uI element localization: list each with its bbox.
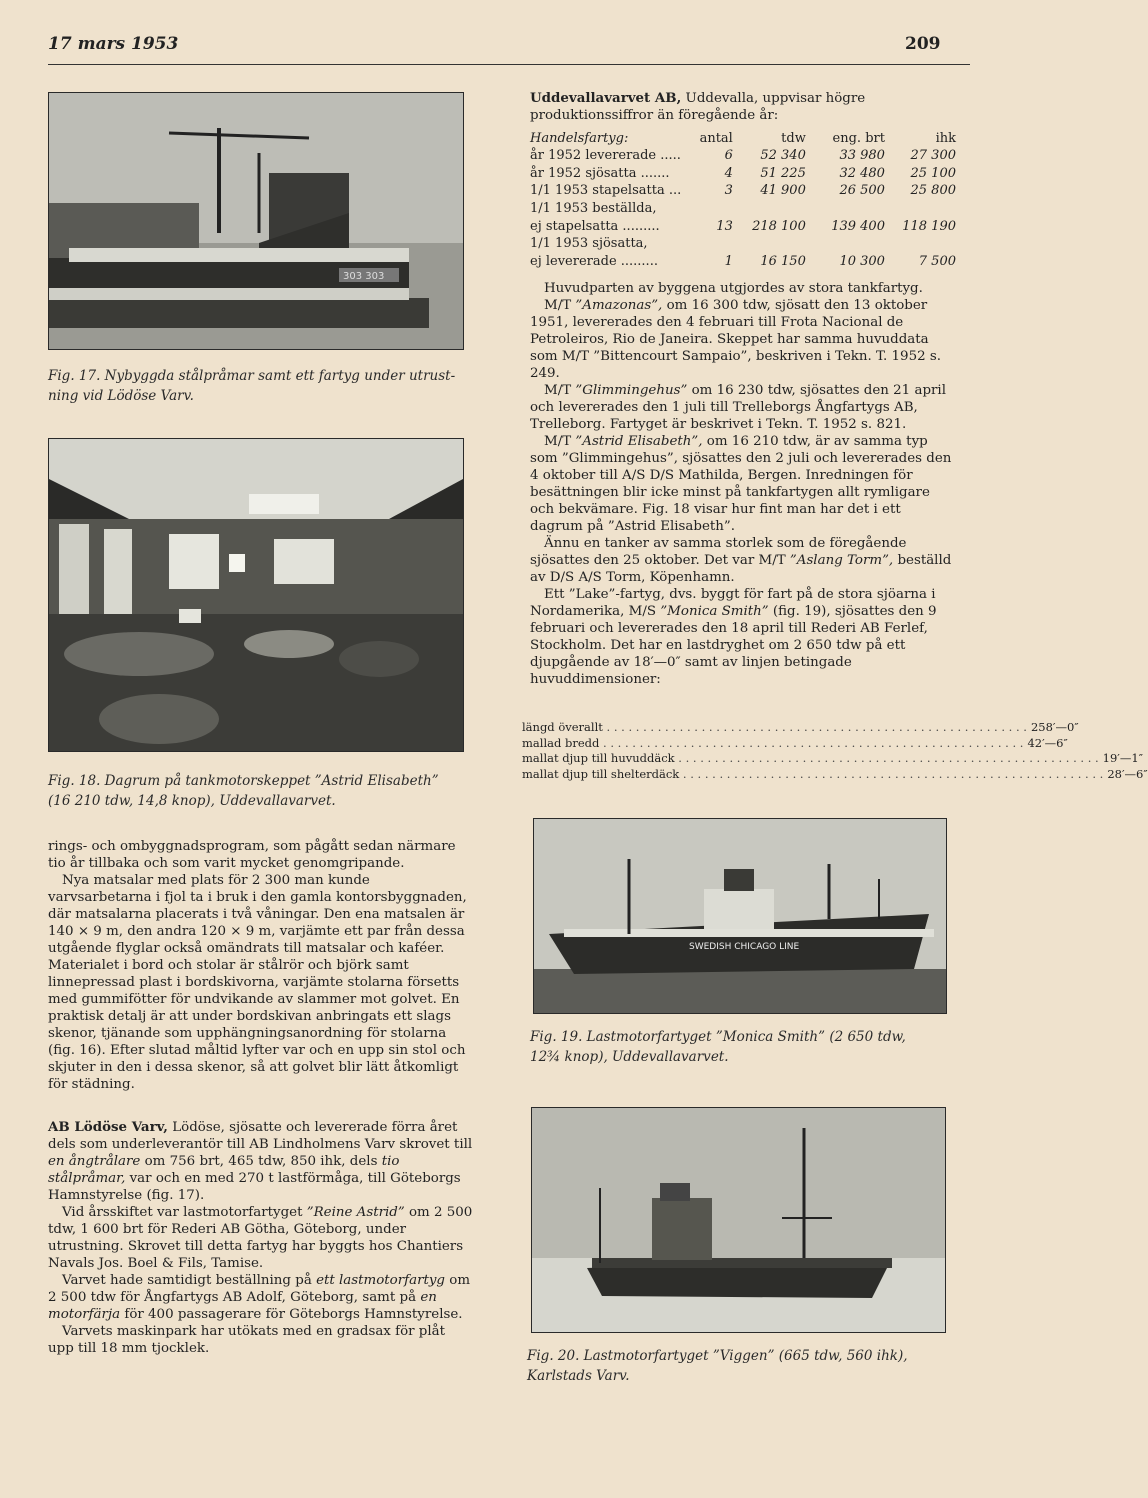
- right-para6: [530, 586, 956, 688]
- header-rule: [48, 64, 970, 65]
- col-header-antal: antal: [699, 131, 733, 146]
- fig20-photo: [531, 1107, 946, 1333]
- lodose-p1-em2: tio stålpråmar,: [48, 1154, 400, 1186]
- cell-brt: 33 980: [839, 148, 885, 164]
- lodose-para1: [48, 1119, 474, 1204]
- header-date: 17 mars 1953: [48, 34, 179, 54]
- cell-tdw: 52 340: [760, 148, 806, 164]
- cell-tdw: [733, 235, 806, 253]
- dim-value: 28′—6″: [1107, 766, 1148, 781]
- cell-ihk: 118 190: [902, 218, 956, 234]
- cell-antal: 4: [724, 165, 733, 181]
- lodose-p1-text-a: Lödöse, sjösatte och levererade förra året dels som underleverantör till AB Lindholmens Varv skrovet till: [48, 1120, 473, 1152]
- lodose-p3-text-a: Varvet hade samtidigt beställning på: [62, 1273, 312, 1288]
- lodose-p3-text-c: för 400 passagerare för Göteborgs Hamnstyrelse.: [124, 1307, 463, 1322]
- cell-brt: [806, 200, 885, 218]
- dimensions-list: [522, 720, 1148, 782]
- lodose-para3: [48, 1272, 474, 1323]
- left-column: [48, 838, 474, 1357]
- cell-brt: 139 400: [831, 218, 885, 234]
- lodose-heading: AB Lödöse Varv,: [48, 1119, 168, 1135]
- uddevalla-intro: Uddevalla, uppvisar högre produktionssiffror än föregående år:: [530, 91, 866, 123]
- p6-text-b: (fig. 19), sjösattes den 9 februari och levererades den 18 april till Rederi AB Ferlef, Stockholm. Det har en lastdryghet om 2 650 tdw på ett djupgående av 18′—0″ samt av linjen betingade huvuddimensioner:: [530, 604, 937, 688]
- dot-leader: . . . . . . . . . . . . . . . . . . . . . . . . . . . . . . . . . . . . . . . . . . . . . . . . . . . . . . . . . .: [679, 766, 1104, 781]
- fig20-caption: [527, 1346, 957, 1386]
- fig18-caption: [48, 771, 462, 811]
- lodose-p2-text-a: Vid årsskiftet var lastmotorfartyget: [62, 1205, 303, 1220]
- table-row: [530, 200, 956, 218]
- right-para4: [530, 433, 956, 535]
- cell-ihk: 7 500: [918, 253, 956, 269]
- list-item: [522, 720, 1079, 736]
- dot-leader: . . . . . . . . . . . . . . . . . . . . . . . . . . . . . . . . . . . . . . . . . . . . . . . . . . . . . . . . . .: [674, 751, 1099, 765]
- table-row: [530, 235, 956, 253]
- lodose-p2-text-b: om 2 500 tdw, 1 600 brt för Rederi AB Götha, Göteborg, under utrustning. Skrovet till detta fartyg har byggts hos Chantiers Navals Jos. Boel & Fils, Tamise.: [48, 1205, 473, 1271]
- cell-tdw: [733, 200, 806, 218]
- dim-label: mallad bredd: [522, 735, 600, 750]
- lodose-p1-text-b: om 756 brt, 465 tdw, 850 ihk, dels: [144, 1154, 378, 1169]
- row-label: 1/1 1953 beställda,: [530, 201, 657, 217]
- right-para5: [530, 535, 956, 586]
- lodose-p1-em1: en ångtrålare: [48, 1154, 141, 1169]
- dot-leader: . . . . . . . . . . . . . . . . . . . . . . . . . . . . . . . . . . . . . . . . . . . . . . . . . . . . . . . . . .: [599, 735, 1024, 750]
- lodose-p3-em1: ett lastmotorfartyg: [316, 1273, 446, 1288]
- lodose-p1-text-c: var och en med 270 t lastförmåga, till Göteborgs Hamnstyrelse (fig. 17).: [48, 1171, 461, 1203]
- table-row: [530, 253, 956, 271]
- page-number: 209: [905, 34, 941, 54]
- p3-prefix: M/T: [544, 383, 572, 399]
- p6-text-a: Ett ”Lake”-fartyg, dvs. byggt för fart på de stora sjöarna i Nordamerika, M/S: [530, 587, 936, 620]
- dim-value: 258′—0″: [1030, 720, 1079, 734]
- p2-text: om 16 300 tdw, sjösatt den 13 oktober 1951, levererades den 4 februari till Frota Nacional de Petroleiros, Rio de Janeira. Skeppet har samma huvuddata som M/T ”Bittencourt Sampaio”, beskriven i Tekn. T. 1952 s. 249.: [530, 298, 941, 382]
- table-row: [530, 182, 956, 200]
- cell-tdw: 51 225: [760, 165, 806, 181]
- lodose-p3-text-b: om 2 500 tdw för Ångfartygs AB Adolf, Göteborg, samt på: [48, 1273, 471, 1305]
- p3-text: om 16 230 tdw, sjösattes den 21 april och levererades den 1 juli till Trelleborgs Ångfartygs AB, Trelleborg. Fartyget är beskrivet i Tekn. T. 1952 s. 821.: [530, 383, 946, 433]
- dim-label: mallat djup till shelterdäck: [522, 766, 680, 781]
- cell-ihk: [885, 200, 956, 218]
- row-label: 1/1 1953 stapelsatta ...: [530, 183, 682, 199]
- right-column: [530, 90, 956, 688]
- fig19-caption-line2: 12¾ knop), Uddevallavarvet.: [530, 1049, 729, 1065]
- fig17-caption: [48, 366, 462, 406]
- fig19-caption-line1: Fig. 19. Lastmotorfartyget ”Monica Smith” (2 650 tdw,: [530, 1029, 906, 1045]
- cell-antal: 6: [724, 148, 733, 164]
- list-item: [522, 766, 1148, 783]
- cell-ihk: [885, 235, 956, 253]
- cell-antal: 13: [716, 218, 733, 234]
- cell-antal: [692, 235, 733, 253]
- cell-ihk: 25 100: [910, 165, 956, 181]
- fig20-caption-line2: Karlstads Varv.: [527, 1368, 630, 1384]
- p5-text-a: Ännu en tanker av samma storlek som de föregående sjösattes den 25 oktober. Det var M/T: [530, 536, 907, 569]
- lodose-para2: [48, 1204, 474, 1272]
- p5-ship-name: ”Aslang Torm”,: [789, 553, 894, 569]
- p2-ship-name: ”Amazonas”,: [575, 298, 663, 314]
- cell-tdw: 41 900: [760, 183, 806, 199]
- col-header-brt: eng. brt: [832, 131, 885, 146]
- lodose-para4: Varvets maskinpark har utökats med en gradsax för plåt upp till 18 mm tjocklek.: [48, 1324, 446, 1356]
- table-row: [530, 217, 956, 235]
- row-label: år 1952 levererade .....: [530, 148, 681, 164]
- cell-tdw: 218 100: [752, 218, 806, 234]
- left-para1: rings- och ombyggnadsprogram, som pågått sedan närmare tio år tillbaka och som varit mycket genomgripande.: [48, 839, 456, 871]
- list-item: [522, 735, 1068, 752]
- col-header-ihk: ihk: [935, 131, 956, 146]
- cell-brt: 10 300: [839, 253, 885, 269]
- cell-antal: [692, 200, 733, 218]
- lodose-p3-em2: en motorfärja: [48, 1290, 437, 1322]
- dot-leader: . . . . . . . . . . . . . . . . . . . . . . . . . . . . . . . . . . . . . . . . . . . . . . . . . . . . . . . . . .: [602, 720, 1027, 734]
- left-para2: Nya matsalar med plats för 2 300 man kunde varvsarbetarna i fjol ta i bruk i den gamla kontorsbyggnaden, där matsalarna placerats i två våningar. Den ena matsalen är 140 × 9 m, den andra 120 × 9 m, varjämte ett par från dessa utgående flyglar också omändrats till matsalar och kaféer. Materialet i bord och stolar är stålrör och björk samt linnepressad plast i bordskivorna, varjämte stolarna försetts med gummifötter för undvikande av slammer mot golvet. En praktisk detalj är att under bordskivan anbringats ett slags skenor, tjänande som upphängningsanordning för stolarna (fig. 16). Efter slutad måltid lyfter var och en upp sin stol och skjuter in den i dessa skenor, så att golvet blir lätt åtkomligt för städning.: [48, 873, 467, 1092]
- row-label: 1/1 1953 sjösatta,: [530, 236, 648, 252]
- fig18-photo: [48, 438, 464, 752]
- fig18-caption-line1: Fig. 18. Dagrum på tankmotorskeppet ”Astrid Elisabeth”: [48, 773, 439, 789]
- uddevalla-heading: Uddevallavarvet AB,: [530, 90, 682, 106]
- dim-label: mallat djup till huvuddäck: [522, 751, 675, 765]
- right-para1: Huvudparten av byggena utgjordes av stora tankfartyg.: [544, 281, 923, 297]
- row-label: ej stapelsatta .........: [530, 218, 660, 234]
- cell-antal: 1: [724, 253, 733, 269]
- production-table: [530, 130, 956, 270]
- lodose-p2-em: ”Reine Astrid”: [306, 1205, 405, 1220]
- production-table-header: [530, 130, 956, 147]
- p4-prefix: M/T: [544, 434, 572, 450]
- fig17-photo: [48, 92, 464, 350]
- fig17-caption-line1: Fig. 17. Nybyggda stålpråmar samt ett fartyg under utrust-: [48, 368, 456, 384]
- fig17-caption-line2: ning vid Lödöse Varv.: [48, 388, 194, 404]
- cell-brt: [806, 235, 885, 253]
- col-header-tdw: tdw: [781, 131, 806, 146]
- cell-brt: 26 500: [839, 183, 885, 199]
- fig19-photo: [533, 818, 947, 1014]
- p4-ship-name: ”Astrid Elisabeth”,: [575, 434, 703, 450]
- right-para2: [530, 297, 956, 382]
- cell-ihk: 27 300: [910, 148, 956, 164]
- fig19-hull-text: SWEDISH CHICAGO LINE: [689, 942, 800, 952]
- cell-brt: 32 480: [839, 165, 885, 181]
- dim-value: 19′—1″: [1102, 751, 1144, 765]
- row-label: år 1952 sjösatta .......: [530, 165, 670, 181]
- right-para3: [530, 382, 956, 433]
- cell-antal: 3: [724, 183, 733, 199]
- p4-text: om 16 210 tdw, är av samma typ som ”Glimmingehus”, sjösattes den 2 juli och levererades den 4 oktober till A/S D/S Mathilda, Bergen. Inredningen för besättningen blir icke minst på tankfartygen allt rymligare och bekvämare. Fig. 18 visar hur fint man har det i ett dagrum på ”Astrid Elisabeth”.: [530, 434, 952, 535]
- p3-ship-name: ”Glimmingehus”: [575, 383, 688, 399]
- list-item: [522, 751, 1144, 767]
- uddevalla-intro-para: [530, 90, 956, 124]
- table-row: [530, 165, 956, 183]
- fig19-caption: [530, 1027, 960, 1067]
- col-header-type: Handelsfartyg:: [530, 131, 629, 146]
- cell-tdw: 16 150: [760, 253, 806, 269]
- row-label: ej levererade .........: [530, 253, 658, 269]
- p2-prefix: M/T: [544, 298, 572, 314]
- fig18-caption-line2: (16 210 tdw, 14,8 knop), Uddevallavarvet.: [48, 793, 336, 809]
- cell-ihk: 25 800: [910, 183, 956, 199]
- fig17-hull-marks: 303 303: [343, 271, 385, 282]
- dim-label: längd överallt: [522, 720, 603, 734]
- table-row: [530, 147, 956, 165]
- p6-ship-name: ”Monica Smith”: [660, 604, 769, 620]
- dim-value: 42′—6″: [1027, 735, 1068, 750]
- p5-text-b: beställd av D/S A/S Torm, Köpenhamn.: [530, 553, 952, 586]
- fig20-caption-line1: Fig. 20. Lastmotorfartyget ”Viggen” (665 tdw, 560 ihk),: [527, 1348, 908, 1364]
